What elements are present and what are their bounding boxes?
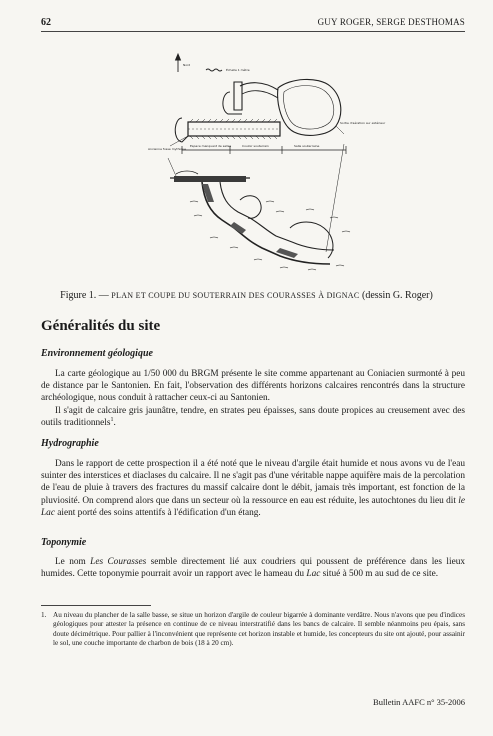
toponymy-paragraph: Le nom Les Courasses semble directement lié aux coudriers qui poussent de préférence dans les lieux humides. Cette toponymie pourrait avoir un rapport avec le hameau du Lac situé à 500 m au sud de ce site. [41, 557, 466, 580]
hydrography-text [41, 458, 465, 519]
segment-1-label: Espace manquant de salles [190, 144, 232, 148]
segment-3-label: Salle souterraine [294, 144, 320, 148]
subsection-title-toponymy: Toponymie [41, 537, 87, 548]
place-name-lac: Lac [306, 569, 321, 580]
header-rule [41, 31, 465, 32]
figure-caption-prefix: Figure 1. — [60, 290, 109, 301]
footer-bulletin: Bulletin AAFC n° 35-2006 [373, 697, 465, 707]
subsection-title-hydrography: Hydrographie [41, 438, 99, 449]
scale-label: Échelle 1 mètre [226, 68, 250, 72]
hydrography-paragraph: Dans le rapport de cette prospection il a été noté que le niveau d'argile était humide et nous avons vu de l'eau suinter des interstices et diaclases du calcaire. Il ne s'agit pas d'une véritable nappe aquifère mais de la percolation de l'eau de pluie à travers des fractures du massif calcaire dont le débit, jamais très important, est fonction de la pluviosité. On comprend alors que dans un secteur où la ressource en eau est réduite, les autochtones du lieu dit le Lac aient porté des soins attentifs à l'édification d'un étang. [41, 459, 465, 518]
footnote-ref: 1 [110, 416, 114, 423]
segment-2-label: Couloir souterrain [242, 144, 269, 148]
right-note-label: Sortie d'aération sur extérieur [340, 121, 386, 125]
footnote-text: Au niveau du plancher de la salle basse, se situe un horizon d'argile de couleur bigarrée à dominante verdâtre. Nous n'avons que peu d'indices géologiques pour attester la présence en continue de ce niveau interstratifié dans les bancs de calcaire. Il semble néanmoins peu épais, sans doute décimétrique. Pour pallier à l'inconvénient que représente cet horizon instable et humide, les concepteurs du site ont ajouté, pour assainir le sol, une couche importante de charbon de bois (18 à 20 cm). [53, 611, 465, 648]
page-number: 62 [41, 17, 51, 28]
geology-paragraph-2: Il s'agit de calcaire gris jaunâtre, tendre, en strates peu épaisses, sans doute propices au creusement avec des outils traditionnels$^1$. [41, 405, 465, 428]
figure-caption-credit: (dessin G. Roger) [362, 290, 433, 301]
geology-paragraph-1: La carte géologique au 1/50 000 du BRGM présente le site comme appartenant au Coniacien surmonté à peu de distance par le Santonien. En fait, l'observation des différents horizons calcaires rencontrés dans la structure archéologique, nous conduit à rattacher ceux-ci au Santonien. [41, 369, 465, 404]
figure-caption [0, 290, 493, 301]
scale-bar-icon [206, 69, 222, 71]
subsection-title-geology: Environnement géologique [41, 348, 153, 359]
footnote-rule [41, 605, 151, 606]
toponymy-text [41, 556, 465, 580]
section-title: Généralités du site [41, 318, 161, 334]
geology-text [41, 368, 465, 429]
place-name-les-courasses: Les Courasses [90, 557, 147, 567]
north-arrow-icon [176, 54, 181, 72]
footnote-number: 1. [41, 611, 47, 619]
place-name-le-lac: le Lac [41, 495, 465, 518]
north-label: Nord [183, 63, 191, 67]
running-header-authors: GUY ROGER, SERGE DESTHOMAS [317, 17, 465, 27]
tunnel-plan-and-section-figure [130, 52, 386, 277]
footnote [41, 611, 465, 649]
figure-caption-text: PLAN ET COUPE DU SOUTERRAIN DES COURASSES À DIGNAC [111, 291, 360, 300]
plan-view-drawing [168, 79, 346, 252]
left-note-label: Ancienne fosse mythique [148, 147, 186, 151]
section-view-drawing [170, 171, 350, 270]
